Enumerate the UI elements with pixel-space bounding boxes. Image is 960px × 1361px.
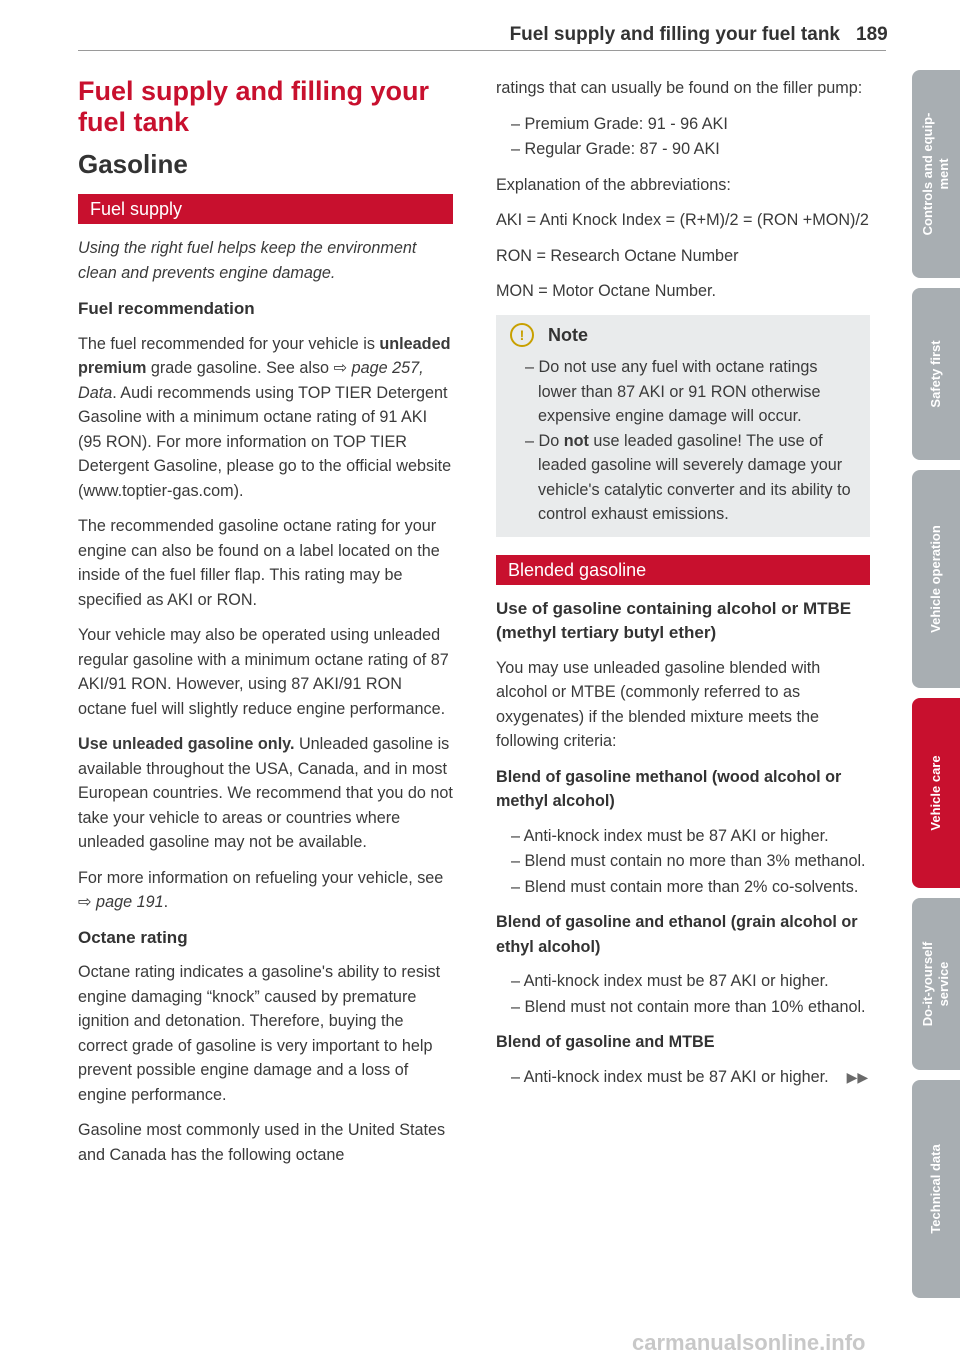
- paragraph-octane-rating: Octane rating indicates a gasoline's ability to resist engine damaging “knock” caused by premature ignition and detonation. Therefore, buying the correct grade of gasoline is very important to help prevent possible engine damage and a loss of engine performance.: [78, 963, 441, 1104]
- watermark: carmanualsonline.info: [632, 1330, 866, 1355]
- list-item: – Anti-knock index must be 87 AKI or higher.: [511, 972, 829, 990]
- chapter-tab-safety[interactable]: Safety first: [912, 288, 960, 460]
- paragraph-regular-gasoline: Your vehicle may also be operated using unleaded regular gasoline with a minimum octane rating of 87 AKI/91 RON. However, using 87 AKI/91 RON octane fuel will slightly reduce engine performance.: [78, 626, 449, 718]
- page-number: 189: [856, 24, 888, 45]
- methanol-list: [496, 824, 870, 900]
- left-column: [78, 76, 453, 1178]
- note-title: Note: [548, 324, 588, 345]
- continue-arrow-icon: ▶▶: [846, 1068, 869, 1085]
- intro-text: Using the right fuel helps keep the environment clean and prevents engine damage.: [78, 239, 417, 282]
- list-item: – Blend must not contain more than 10% ethanol.: [511, 997, 866, 1016]
- mtbe-list: [496, 1065, 870, 1090]
- page-ref-link[interactable]: ⇨ page 257, Data: [78, 359, 424, 402]
- paragraph-fuel-recommendation: The fuel recommended for your vehicle is unleaded premium grade gasoline. See also ⇨ page 257, Data. Audi recommends using TOP TIER Detergent Gasoline with a minimum octane rating of 91 AKI (95 RON). For more information on TOP TIER Detergent Gasoline, please go to the official website (www.toptier-gas.com).: [78, 334, 452, 500]
- mon-definition: MON = Motor Octane Number.: [496, 282, 716, 300]
- paragraph-filler-pump: ratings that can usually be found on the filler pump:: [496, 79, 863, 97]
- ethanol-heading: Blend of gasoline and ethanol (grain alcohol or ethyl alcohol): [496, 913, 858, 956]
- ethanol-list: [496, 969, 870, 1019]
- abbreviations-intro: Explanation of the abbreviations:: [496, 175, 731, 194]
- section-title: Gasoline: [78, 149, 188, 179]
- mtbe-heading: Blend of gasoline and MTBE: [496, 1033, 715, 1051]
- note-box: [496, 315, 870, 537]
- chapter-tab-vehicle-care[interactable]: Vehicle care: [912, 698, 960, 888]
- paragraph-unleaded-only: Use unleaded gasoline only. Unleaded gasoline is available throughout the USA, Canada, and in most European countries. We recommend that you do not take your vehicle to areas or countries where unleaded gasoline may not be available.: [78, 735, 453, 851]
- note-list: [510, 355, 856, 527]
- chapter-tab-technical-data[interactable]: Technical data: [912, 1080, 960, 1298]
- list-item: – Do not use any fuel with octane ratings lower than 87 AKI or 91 RON otherwise expensive engine damage will occur.: [525, 358, 821, 425]
- chapter-tab-vehicle-operation[interactable]: Vehicle operation: [912, 470, 960, 688]
- blend-heading: Use of gasoline containing alcohol or MTBE (methyl tertiary butyl ether): [496, 598, 852, 642]
- octane-rating-heading: Octane rating: [78, 927, 188, 947]
- header-rule: [78, 50, 886, 51]
- note-header: [510, 323, 856, 348]
- chapter-tab-diy-service[interactable]: Do-it-yourself service: [912, 898, 960, 1070]
- aki-definition: AKI = Anti Knock Index = (R+M)/2 = (RON +MON)/2: [496, 211, 869, 229]
- warning-circle-icon: !: [510, 323, 534, 347]
- fuel-supply-bar: Fuel supply: [78, 194, 453, 224]
- paragraph-common-gasoline: Gasoline most commonly used in the United States and Canada has the following octane: [78, 1121, 446, 1164]
- grade-list: [496, 112, 870, 162]
- running-head: Fuel supply and filling your fuel tank: [509, 24, 840, 45]
- list-item: – Premium Grade: 91 - 96 AKI: [511, 114, 728, 133]
- list-item: – Blend must contain more than 2% co-solvents.: [511, 877, 859, 896]
- list-item: – Do not use leaded gasoline! The use of leaded gasoline will severely damage your vehicle's catalytic converter and its ability to control exhaust emissions.: [525, 431, 851, 523]
- paragraph-label-location: The recommended gasoline octane rating for your engine can also be found on a label located on the inside of the fuel filler flap. This rating may be specified as AKI or RON.: [78, 517, 440, 609]
- list-item: – Anti-knock index must be 87 AKI or higher. ▶▶: [511, 1067, 869, 1086]
- chapter-tab-controls[interactable]: Controls and equip- ment: [912, 70, 960, 278]
- right-column: [496, 76, 870, 1100]
- page-ref-link[interactable]: ⇨ page 191: [78, 893, 164, 911]
- list-item: – Regular Grade: 87 - 90 AKI: [511, 140, 720, 158]
- methanol-heading: Blend of gasoline methanol (wood alcohol or methyl alcohol): [496, 767, 842, 810]
- main-title: Fuel supply and filling your fuel tank: [78, 76, 430, 137]
- paragraph-blended: You may use unleaded gasoline blended with alcohol or MTBE (commonly referred to as oxygenates) if the blended mixture meets the following criteria:: [496, 658, 821, 750]
- list-item: – Anti-knock index must be 87 AKI or higher.: [511, 826, 829, 845]
- paragraph-refueling: For more information on refueling your vehicle, see ⇨ page 191.: [78, 868, 444, 911]
- ron-definition: RON = Research Octane Number: [496, 246, 739, 265]
- list-item: – Blend must contain no more than 3% methanol.: [511, 852, 866, 870]
- blended-gasoline-bar: Blended gasoline: [496, 555, 870, 585]
- fuel-recommendation-heading: Fuel recommendation: [78, 299, 255, 318]
